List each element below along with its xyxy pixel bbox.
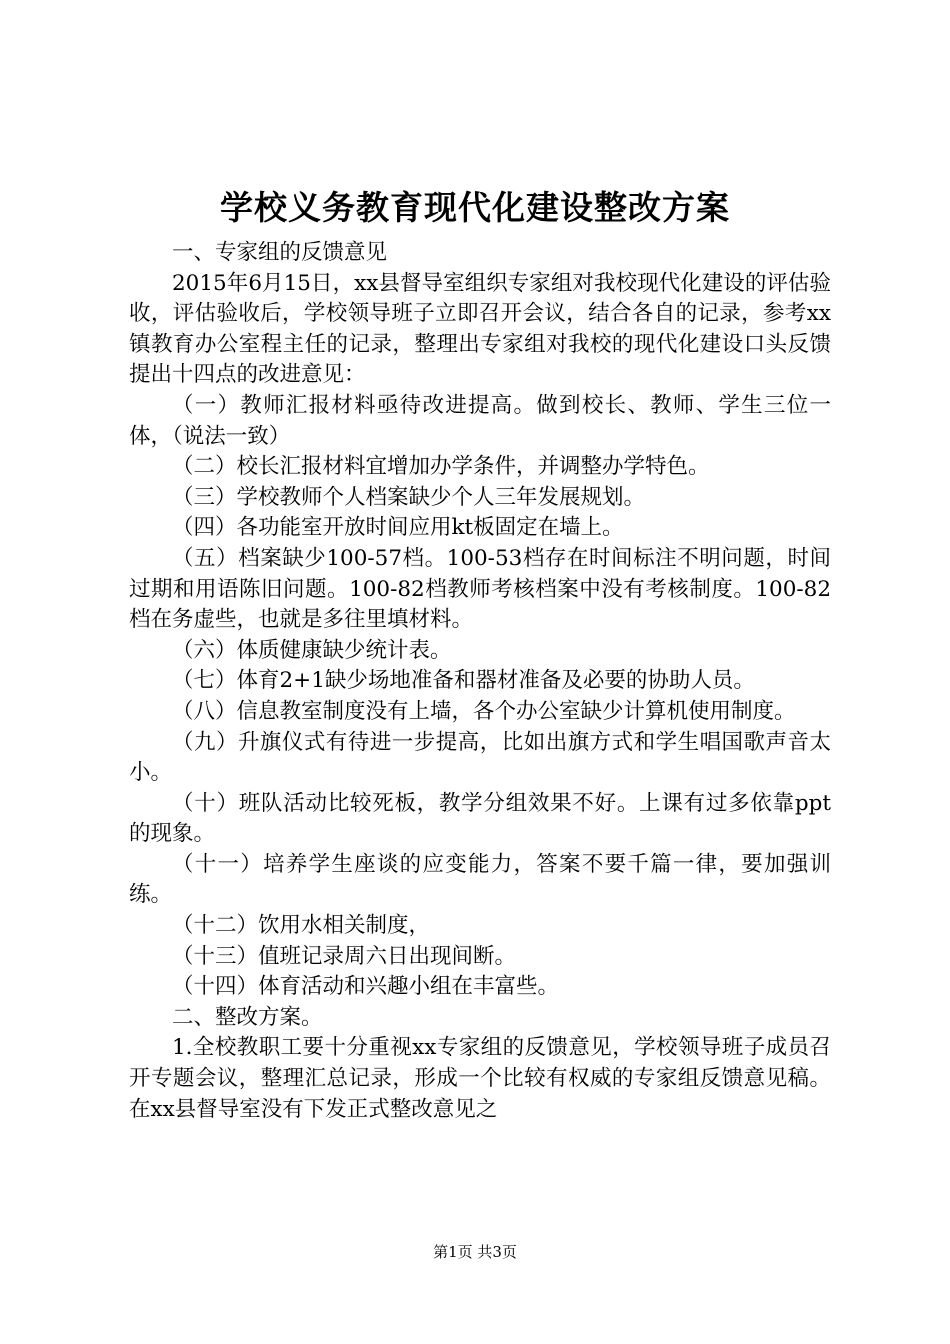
section-heading-feedback: 一、专家组的反馈意见	[172, 240, 388, 265]
feedback-item-13: （十三）值班记录周六日出现间断。	[172, 943, 517, 969]
feedback-item-1: （一）教师汇报材料亟待改进提高。做到校长、教师、学生三位一体，（说法一致）	[129, 392, 831, 449]
document-title: 学校义务教育现代化建设整改方案	[220, 188, 730, 227]
feedback-item-3: （三）学校教师个人档案缺少个人三年发展规划。	[172, 484, 646, 510]
page-number: 第1页 共3页	[433, 1243, 517, 1261]
feedback-item-2: （二）校长汇报材料宜增加办学条件，并调整办学特色。	[172, 454, 710, 480]
section-heading-plan: 二、整改方案。	[172, 1004, 323, 1030]
feedback-item-11: （十一）培养学生座谈的应变能力，答案不要千篇一律，要加强训练。	[129, 851, 831, 908]
plan-item-1: 1.全校教职工要十分重视xx专家组的反馈意见，学校领导班子成员召开专题会议，整理汇总记录，形成一个比较有权威的专家组反馈意见稿。在xx县督导室没有下发正式整改意见之	[129, 1035, 831, 1122]
feedback-item-10: （十）班队活动比较死板，教学分组效果不好。上课有过多依靠ppt的现象。	[129, 790, 831, 847]
feedback-item-12: （十二）饮用水相关制度，	[172, 913, 431, 939]
feedback-item-8: （八）信息教室制度没有上墙，各个办公室缺少计算机使用制度。	[172, 698, 796, 724]
feedback-item-14: （十四）体育活动和兴趣小组在丰富些。	[172, 974, 560, 1000]
document-body	[129, 238, 831, 1125]
feedback-item-4: （四）各功能室开放时间应用kt板固定在墙上。	[172, 515, 624, 541]
feedback-item-7: （七）体育2+1缺少场地准备和器材准备及必要的协助人员。	[172, 668, 755, 694]
feedback-item-9: （九）升旗仪式有待进一步提高，比如出旗方式和学生唱国歌声音太小。	[129, 729, 831, 786]
paragraph-intro: 2015年6月15日，xx县督导室组织专家组对我校现代化建设的评估验收，评估验收后，学校领导班子立即召开会议，结合各自的记录，参考xx镇教育办公室程主任的记录，整理出专家组对我校的现代化建设口头反馈提出十四点的改进意见：	[129, 270, 831, 388]
feedback-item-6: （六）体质健康缺少统计表。	[172, 637, 452, 663]
feedback-item-5: （五）档案缺少100-57档。100-53档存在时间标注不明问题，时间过期和用语陈旧问题。100-82档教师考核档案中没有考核制度。100-82档在务虚些，也就是多往里填材料。	[129, 545, 831, 633]
